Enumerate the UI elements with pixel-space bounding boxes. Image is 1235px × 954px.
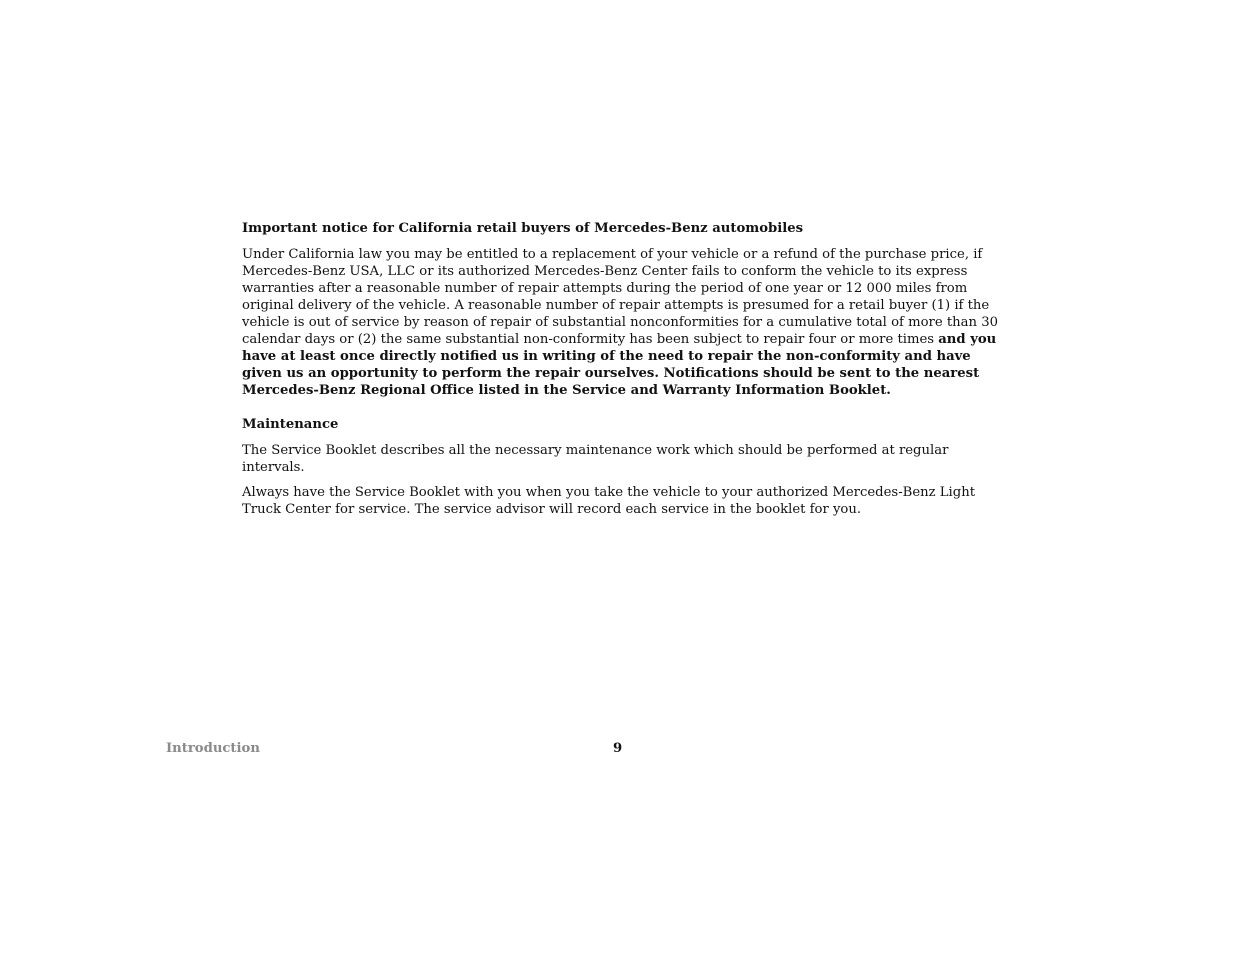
- maintenance-heading: Maintenance: [242, 417, 339, 432]
- page-number: 9: [613, 741, 623, 756]
- footer-section-title: Introduction: [166, 741, 260, 756]
- maintenance-paragraph-1: The Service Booklet describes all the necessary maintenance work which should be performed at regular intervals.: [242, 443, 949, 475]
- maintenance-paragraph-2: Always have the Service Booklet with you when you take the vehicle to your authorized Mercedes-Benz Light Truck Center for service. The service advisor will record each service in the booklet for you.: [242, 485, 975, 517]
- california-notice-body-regular: Under California law you may be entitled to a replacement of your vehicle or a refund of the purchase price, if Mercedes-Benz USA, LLC or its authorized Mercedes-Benz Center fails to conform the vehicle to its express warranties after a reasonable number of repair attempts during the period of one year or 12 000 miles from original delivery of the vehicle. A reasonable number of repair attempts is presumed for a retail buyer (1) if the vehicle is out of service by reason of repair of substantial nonconformities for a cumulative total of more than 30 calendar days or (2) the same substantial non-conformity has been subject to repair four or more times: [242, 247, 998, 347]
- california-notice-heading: Important notice for California retail buyers of Mercedes-Benz automobiles: [242, 221, 804, 236]
- page-content: [242, 220, 1002, 526]
- california-notice-body: [242, 246, 1002, 399]
- california-notice-body-bold: and you have at least once directly notified us in writing of the need to repair the non-conformity and have given us an opportunity to perform the repair ourselves. Notifications should be sent to the nearest Mercedes-Benz Regional Office listed in the Service and Warranty Information Booklet.: [242, 332, 997, 398]
